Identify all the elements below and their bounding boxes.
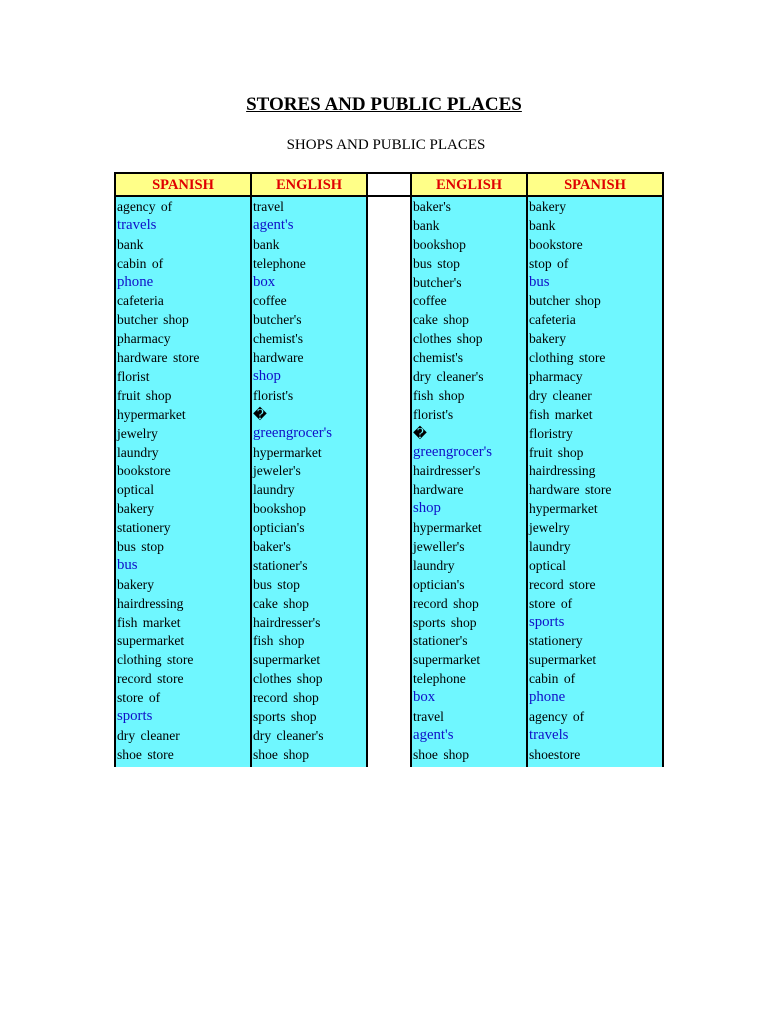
column-divider [366, 174, 368, 765]
list-item: sports shop [413, 614, 477, 630]
header-spanish-left: SPANISH [116, 174, 250, 195]
list-item: agency of [529, 709, 585, 725]
list-item: clothes shop [413, 331, 483, 347]
list-item: bank [253, 236, 280, 252]
list-item: fish market [117, 614, 181, 630]
list-item: shop [413, 500, 441, 517]
list-item: hypermarket [253, 444, 322, 460]
list-item: optical [117, 482, 154, 498]
header-spanish-right: SPANISH [528, 174, 662, 195]
list-item: jeweller's [413, 539, 465, 555]
header-english-left: ENGLISH [252, 174, 366, 195]
list-item: sports [529, 613, 565, 630]
list-item: box [253, 273, 276, 290]
list-item: phone [117, 273, 154, 290]
list-item: hairdressing [117, 595, 184, 611]
list-item: laundry [253, 482, 295, 498]
table-header-row [116, 174, 662, 197]
column-divider [250, 174, 252, 765]
list-item: cabin of [529, 671, 576, 687]
list-item: � [253, 406, 267, 422]
list-item: hardware [413, 482, 464, 498]
list-item: bank [529, 217, 556, 233]
column-spanish-right [528, 197, 662, 767]
list-item: supermarket [117, 633, 185, 649]
list-item: floristry [529, 425, 573, 441]
list-item: supermarket [253, 652, 321, 668]
vocabulary-table [114, 172, 664, 767]
list-item: hardware store [117, 350, 200, 366]
list-item: florist [117, 369, 150, 385]
list-item: dry cleaner [529, 387, 592, 403]
list-item: bus stop [413, 255, 460, 271]
list-item: sports [117, 708, 153, 725]
list-item: agent's [413, 726, 454, 743]
header-gap [368, 174, 410, 195]
column-english-left [252, 197, 366, 767]
column-english-right [412, 197, 526, 767]
list-item: hypermarket [413, 520, 482, 536]
list-item: butcher's [413, 274, 462, 290]
column-gap [368, 197, 410, 767]
list-item: chemist's [413, 350, 464, 366]
list-item: clothes shop [253, 671, 323, 687]
list-item: stationer's [413, 633, 468, 649]
list-item: cabin of [117, 255, 164, 271]
list-item: clothing store [529, 350, 606, 366]
list-item: bank [413, 217, 440, 233]
list-item: stop of [529, 255, 569, 271]
list-item: hypermarket [529, 501, 598, 517]
list-item: shoe store [117, 746, 174, 762]
list-item: bakery [529, 199, 566, 214]
list-item: telephone [253, 255, 306, 271]
list-item: record shop [413, 595, 479, 611]
list-item: hardware [253, 350, 304, 366]
list-item: bookstore [117, 463, 171, 479]
list-item: bus [529, 273, 550, 290]
list-item: florist's [253, 387, 294, 403]
list-item: agency of [117, 199, 173, 214]
list-item: greengrocer's [253, 424, 333, 441]
list-item: laundry [117, 444, 159, 460]
list-item: bus stop [253, 576, 300, 592]
list-item: shoestore [529, 746, 581, 762]
list-item: baker's [413, 199, 451, 214]
list-item: record store [117, 671, 184, 687]
list-item: cake shop [253, 595, 309, 611]
list-item: chemist's [253, 331, 304, 347]
list-item: coffee [253, 293, 287, 309]
list-item: fish shop [413, 387, 465, 403]
list-item: travels [117, 216, 157, 233]
list-item: clothing store [117, 652, 194, 668]
list-item: butcher's [253, 312, 302, 328]
list-item: shoe shop [413, 746, 469, 762]
list-item: record store [529, 576, 596, 592]
list-item: optical [529, 557, 566, 573]
list-item: hardware store [529, 482, 612, 498]
list-item: cafeteria [117, 293, 164, 309]
list-item: jewelry [117, 425, 158, 441]
list-item: florist's [413, 406, 454, 422]
list-item: phone [529, 689, 566, 706]
list-item: hypermarket [117, 406, 186, 422]
list-item: hairdresser's [253, 614, 321, 630]
list-item: dry cleaner's [413, 369, 484, 385]
column-spanish-left [116, 197, 250, 767]
list-item: travel [413, 709, 444, 725]
document-subtitle: SHOPS AND PUBLIC PLACES [286, 137, 486, 153]
list-item: bookstore [529, 236, 583, 252]
list-item: pharmacy [529, 369, 583, 385]
list-item: � [413, 425, 427, 441]
list-item: bakery [117, 501, 154, 517]
list-item: fruit shop [529, 444, 584, 460]
list-item: bank [117, 236, 144, 252]
list-item: supermarket [413, 652, 481, 668]
list-item: baker's [253, 539, 291, 555]
list-item: coffee [413, 293, 447, 309]
list-item: stationer's [253, 557, 308, 573]
list-item: optician's [253, 520, 305, 536]
list-item: bus [117, 556, 138, 573]
list-item: jeweler's [253, 463, 301, 479]
list-item: telephone [413, 671, 466, 687]
list-item: sports shop [253, 709, 317, 725]
list-item: butcher shop [117, 312, 189, 328]
list-item: bookshop [253, 501, 306, 517]
list-item: travel [253, 199, 284, 214]
list-item: shoe shop [253, 746, 309, 762]
list-item: stationery [529, 633, 583, 649]
list-item: travels [529, 726, 569, 743]
list-item: hairdressing [529, 463, 596, 479]
list-item: record shop [253, 690, 319, 706]
list-item: dry cleaner's [253, 727, 324, 743]
list-item: fish market [529, 406, 593, 422]
column-divider [410, 174, 412, 765]
list-item: fish shop [253, 633, 305, 649]
list-item: bus stop [117, 539, 164, 555]
list-item: bakery [117, 576, 154, 592]
list-item: shop [253, 368, 281, 385]
list-item: greengrocer's [413, 443, 493, 460]
list-item: store of [117, 690, 161, 706]
document-title: STORES AND PUBLIC PLACES [246, 94, 522, 115]
list-item: pharmacy [117, 331, 171, 347]
list-item: jewelry [529, 520, 570, 536]
list-item: store of [529, 595, 573, 611]
list-item: butcher shop [529, 293, 601, 309]
header-english-right: ENGLISH [412, 174, 526, 195]
list-item: optician's [413, 576, 465, 592]
list-item: laundry [529, 539, 571, 555]
list-item: bakery [529, 331, 566, 347]
list-item: box [413, 689, 436, 706]
list-item: hairdresser's [413, 463, 481, 479]
list-item: bookshop [413, 236, 466, 252]
list-item: stationery [117, 520, 171, 536]
list-item: laundry [413, 557, 455, 573]
list-item: cake shop [413, 312, 469, 328]
column-divider [526, 174, 528, 765]
list-item: fruit shop [117, 387, 172, 403]
list-item: dry cleaner [117, 727, 180, 743]
list-item: agent's [253, 216, 294, 233]
list-item: supermarket [529, 652, 597, 668]
list-item: cafeteria [529, 312, 576, 328]
